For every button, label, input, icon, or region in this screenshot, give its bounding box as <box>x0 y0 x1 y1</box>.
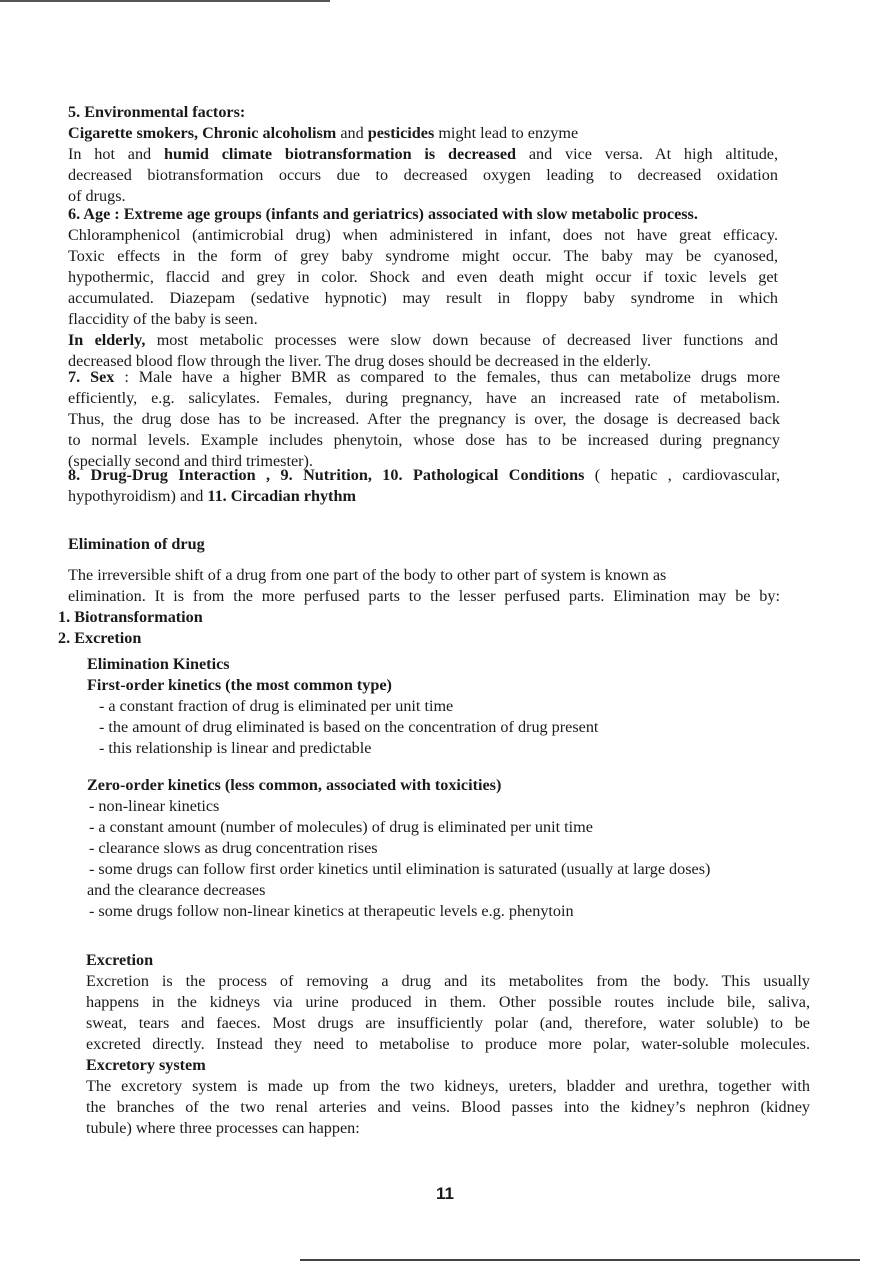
env-section <box>68 102 778 207</box>
excretory-system-line: tubule) where three processes can happen: <box>86 1119 360 1137</box>
elimination-line-2: elimination. It is from the more perfused parts to the lesser perfused parts. Elimination may be by: <box>68 587 780 605</box>
elimination-line-1: The irreversible shift of a drug from one part of the body to other part of system is known as <box>68 566 667 584</box>
zero-order-item: - some drugs follow non-linear kinetics at therapeutic levels e.g. phenytoin <box>89 902 574 920</box>
sex-line-2: efficiently, e.g. salicylates. Females, during pregnancy, have an increased rate of metabolism. <box>68 389 780 407</box>
zero-order-item: - non-linear kinetics <box>89 797 220 815</box>
env-line-1: Cigarette smokers, Chronic alcoholism and pesticides might lead to enzyme <box>68 124 579 142</box>
age-line-4: accumulated. Diazepam (sedative hypnotic) may result in floppy baby syndrome in which <box>68 289 778 307</box>
excretion-line: happens in the kidneys via urine produced in them. Other possible routes include bile, saliva, <box>86 993 810 1011</box>
age-section <box>68 204 778 372</box>
zero-order-item: - a constant amount (number of molecules) of drug is eliminated per unit time <box>89 818 593 836</box>
age-line-1: Chloramphenicol (antimicrobial drug) when administered in infant, does not have great efficacy. <box>68 226 778 244</box>
sex-line-1: 7. Sex : Male have a higher BMR as compared to the females, thus can metabolize drugs more <box>68 368 781 386</box>
zero-order-section <box>87 775 797 922</box>
elimination-item-2: 2. Excretion <box>58 629 142 647</box>
env-heading: 5. Environmental factors: <box>68 103 246 121</box>
zero-order-item: - some drugs can follow first order kinetics until elimination is saturated (usually at large doses) <box>89 860 711 878</box>
zero-order-item: - clearance slows as drug concentration rises <box>89 839 378 857</box>
excretion-line: Excretion is the process of removing a drug and its metabolites from the body. This usually <box>86 972 810 990</box>
age-heading: 6. Age : Extreme age groups (infants and geriatrics) associated with slow metabolic process. <box>68 205 698 223</box>
sex-section <box>68 367 780 472</box>
sex-line-3: Thus, the drug dose has to be increased. After the pregnancy is over, the dosage is decreased back <box>68 410 780 428</box>
age-line-2: Toxic effects in the form of grey baby syndrome might occur. The baby may be cyanosed, <box>68 247 778 265</box>
elimination-heading: Elimination of drug <box>68 535 205 553</box>
age-elderly-line: In elderly, most metabolic processes were slow down because of decreased liver functions and <box>68 331 778 349</box>
age-line-3: hypothermic, flaccid and grey in color. Shock and even death might occur if toxic levels get <box>68 268 778 286</box>
zero-order-item: and the clearance decreases <box>87 881 266 899</box>
first-order-item: - this relationship is linear and predictable <box>99 739 372 757</box>
excretory-system-heading: Excretory system <box>86 1056 206 1074</box>
excretory-system-line: The excretory system is made up from the two kidneys, ureters, bladder and urethra, together with <box>86 1077 810 1095</box>
page-number: 11 <box>436 1184 454 1203</box>
sex-line-5: (specially second and third trimester). <box>68 452 313 470</box>
excretion-heading: Excretion <box>86 951 154 969</box>
kinetics-heading: Elimination Kinetics <box>87 655 230 673</box>
first-order-item: - a constant fraction of drug is eliminated per unit time <box>99 697 454 715</box>
age-line-5: flaccidity of the baby is seen. <box>68 310 258 328</box>
env-line-2: In hot and humid climate biotransformation is decreased and vice versa. At high altitude, <box>68 145 779 163</box>
env-line-3: decreased biotransformation occurs due to decreased oxygen leading to decreased oxidation <box>68 166 778 184</box>
zero-order-heading: Zero-order kinetics (less common, associated with toxicities) <box>87 776 502 794</box>
scan-edge-bottom <box>300 1259 860 1261</box>
env-line-4: of drugs. <box>68 187 126 205</box>
other-line-2: hypothyroidism) and 11. Circadian rhythm <box>68 487 356 505</box>
elimination-item-1: 1. Biotransformation <box>58 608 203 626</box>
other-line-1: 8. Drug-Drug Interaction , 9. Nutrition, 10. Pathological Conditions ( hepatic , cardiovascular, <box>68 466 781 484</box>
age-line-7: decreased blood flow through the liver. The drug doses should be decreased in the elderly. <box>68 352 652 370</box>
excretory-system-line: the branches of the two renal arteries and veins. Blood passes into the kidney’s nephron (kidney <box>86 1098 810 1116</box>
kinetics-section <box>87 654 787 759</box>
first-order-item: - the amount of drug eliminated is based on the concentration of drug present <box>99 718 599 736</box>
excretion-line: excreted directly. Instead they need to metabolise to produce more polar, water-soluble molecules. <box>86 1035 810 1053</box>
first-order-heading: First-order kinetics (the most common type) <box>87 676 392 694</box>
elimination-section <box>58 534 780 649</box>
other-factors-section <box>68 465 780 507</box>
sex-line-4: to normal levels. Example includes phenytoin, whose dose has to be increased during pregnancy <box>68 431 780 449</box>
excretion-section <box>86 950 810 1139</box>
excretion-line: sweat, tears and faeces. Most drugs are insufficiently polar (and, therefore, water soluble) to be <box>86 1014 810 1032</box>
